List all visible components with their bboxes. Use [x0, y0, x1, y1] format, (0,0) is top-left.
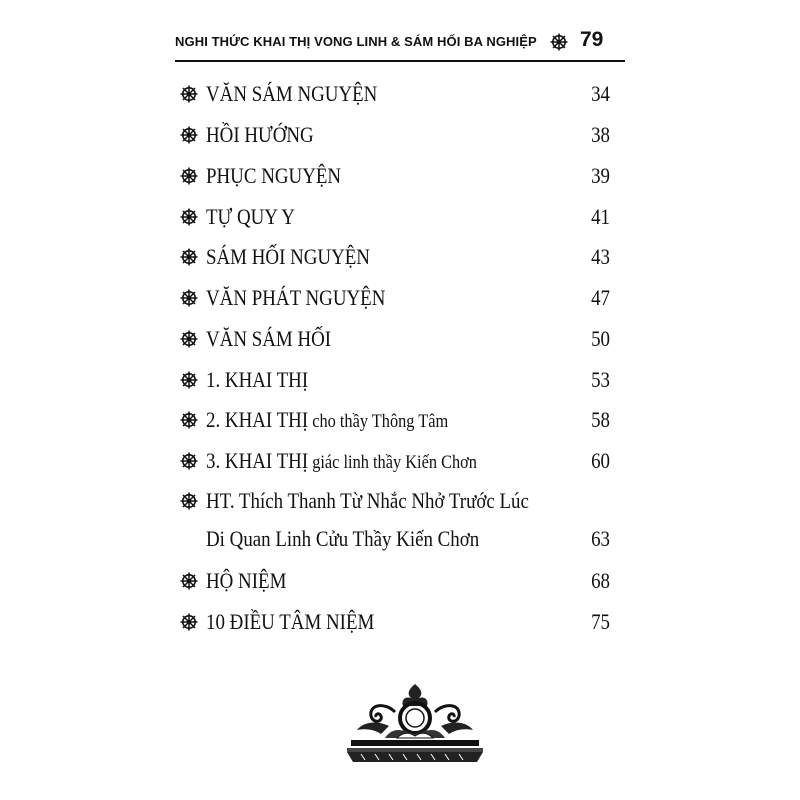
dharma-wheel-icon — [180, 411, 198, 429]
toc-item-page: 63 — [591, 526, 610, 551]
dharma-wheel-icon — [180, 208, 198, 226]
toc-item — [180, 442, 610, 482]
toc-item-label: HỒI HƯỚNG — [206, 122, 314, 147]
dharma-wheel-icon — [180, 85, 198, 103]
toc-item-label: HỘ NIỆM — [206, 568, 287, 593]
lotus-flame-ornament-icon — [345, 682, 485, 764]
toc-item-label: Di Quan Linh Cửu Thầy Kiến Chơn — [206, 526, 480, 551]
dharma-wheel-icon — [180, 613, 198, 631]
toc-item-page: 43 — [591, 244, 610, 269]
toc-item — [180, 75, 610, 115]
toc-item-page: 47 — [591, 285, 610, 310]
toc-item-label: PHỤC NGUYỆN — [206, 163, 342, 188]
toc-item — [180, 320, 610, 360]
toc-item-page: 75 — [591, 609, 610, 634]
page-number: 79 — [580, 28, 604, 51]
dharma-wheel-icon — [180, 248, 198, 266]
toc-item-label: TỰ QUY Y — [206, 204, 295, 229]
dharma-wheel-icon — [180, 167, 198, 185]
dharma-wheel-icon — [180, 371, 198, 389]
dharma-wheel-icon — [180, 126, 198, 144]
dharma-wheel-icon — [180, 330, 198, 348]
toc-item-label: 2. KHAI THỊ cho thầy Thông Tâm — [206, 407, 449, 432]
toc-item-label: VĂN SÁM NGUYỆN — [206, 81, 378, 106]
toc-item-label: 10 ĐIỀU TÂM NIỆM — [206, 609, 375, 634]
dharma-wheel-icon — [180, 572, 198, 590]
toc-item — [180, 562, 610, 602]
toc-item — [180, 361, 610, 401]
toc-item-label: 1. KHAI THỊ — [206, 367, 309, 392]
toc-item-page: 60 — [591, 448, 610, 473]
dharma-wheel-icon — [180, 492, 198, 510]
toc-item — [180, 238, 610, 278]
toc-item-label: SÁM HỐI NGUYỆN — [206, 244, 370, 269]
toc-item — [180, 198, 610, 238]
toc-item-page: 34 — [591, 81, 610, 106]
toc-item-page: 68 — [591, 568, 610, 593]
toc-item-label: VĂN SÁM HỐI — [206, 326, 332, 351]
toc-item-page: 53 — [591, 367, 610, 392]
toc-item — [180, 401, 610, 441]
toc-item-page: 38 — [591, 122, 610, 147]
toc-item-page: 50 — [591, 326, 610, 351]
toc-item-page: 39 — [591, 163, 610, 188]
toc-item — [180, 116, 610, 156]
toc-item-continued — [180, 520, 610, 560]
toc-item — [180, 603, 610, 643]
toc-item-label: HT. Thích Thanh Từ Nhắc Nhở Trước Lúc — [206, 488, 529, 513]
dharma-wheel-icon — [180, 289, 198, 307]
toc-item — [180, 157, 610, 197]
toc-item-page: 58 — [591, 407, 610, 432]
toc-item-page: 41 — [591, 204, 610, 229]
toc-item-label: VĂN PHÁT NGUYỆN — [206, 285, 386, 310]
header-title: NGHI THỨC KHAI THỊ VONG LINH & SÁM HỐI BA NGHIỆP — [175, 34, 537, 49]
page-header — [175, 24, 625, 62]
toc-item-label: 3. KHAI THỊ giác linh thầy Kiến Chơn — [206, 448, 477, 473]
toc-item — [180, 482, 610, 522]
dharma-wheel-icon — [180, 452, 198, 470]
dharma-wheel-icon — [550, 33, 568, 51]
toc-item — [180, 279, 610, 319]
